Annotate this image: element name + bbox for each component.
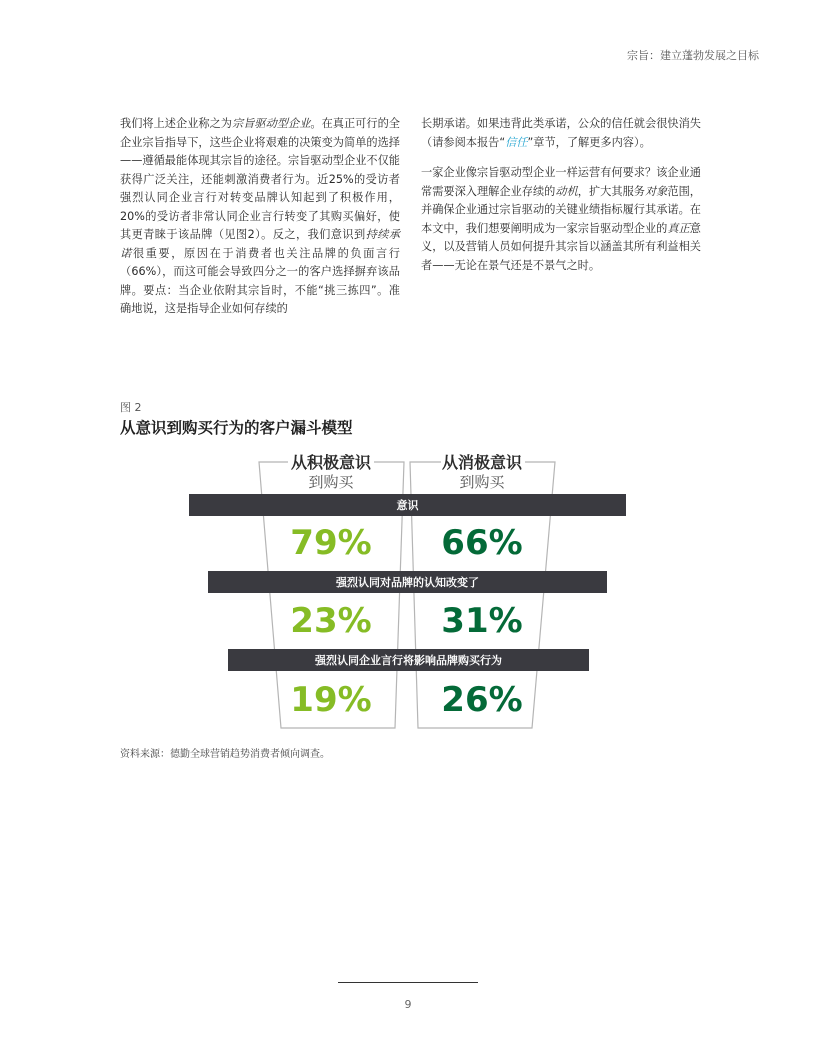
column-subheading: 到购买 bbox=[308, 473, 354, 491]
text-run: 范围，并确保企业通过宗旨驱动的关键业绩指标履行其承诺。在本文中，我们想要阐明成为一家宗旨驱动型企业的 bbox=[421, 184, 701, 235]
stage-label: 强烈认同企业言行将影响品牌购买行为 bbox=[315, 654, 502, 667]
percentage-value: 66% bbox=[441, 523, 523, 563]
page-number: 9 bbox=[404, 998, 412, 1011]
text-run: 一家企业像宗旨驱动型企业一样运营有何要求？该企业通常需要深入理解企业存续的 bbox=[421, 166, 701, 198]
text-run: ”章节，了解更多内容）。 bbox=[527, 135, 651, 149]
text-run: 意义，以及营销人员如何提升其宗旨以涵盖其所有利益相关者——无论在景气还是不景气之时。 bbox=[421, 221, 701, 272]
figure-title: 从意识到购买行为的客户漏斗模型 bbox=[120, 419, 353, 437]
running-header: 宗旨：建立蓬勃发展之目标 bbox=[627, 49, 759, 62]
text-run: 长期承诺。如果违背此类承诺，公众的信任就会很快消失（请参阅本报告“ bbox=[421, 117, 701, 149]
text-run: 我们将上述企业称之为 bbox=[120, 117, 232, 130]
emphasis-text: 真正 bbox=[667, 221, 690, 235]
inline-link[interactable]: 信任 bbox=[505, 135, 528, 149]
emphasis-text: 对象 bbox=[644, 184, 668, 198]
text-run: 很重要，原因在于消费者也关注品牌的负面言行（66%），而这可能会导致四分之一的客户选择摒弃该品牌。要点：当企业依附其宗旨时，不能“挑三拣四”。准确地说，这是指导企业如何存续的 bbox=[120, 246, 400, 315]
stage-label: 意识 bbox=[396, 499, 419, 512]
footer-divider bbox=[338, 982, 478, 983]
emphasis-text: 持续承诺 bbox=[120, 228, 400, 260]
column-subheading: 到购买 bbox=[459, 473, 505, 491]
column-heading: 从消极意识 bbox=[441, 453, 523, 472]
percentage-value: 26% bbox=[441, 680, 523, 720]
figure-label: 图 2 bbox=[120, 401, 142, 414]
percentage-value: 79% bbox=[290, 523, 372, 563]
emphasis-text: 宗旨驱动型企业 bbox=[232, 117, 311, 130]
percentage-value: 19% bbox=[290, 680, 372, 720]
text-run: 。在真正可行的全企业宗旨指导下，这些企业将艰难的决策变为简单的选择——遵循最能体现其宗旨的途径。宗旨驱动型企业不仅能获得广泛关注，还能刺激消费者行为。近25%的受访者强烈认同企业言行对转变品牌认知起到了积极作用，20%的受访者非常认同企业言行转变了其购买偏好，使其更青睐于该品牌（见图2）。反之，我们意识到 bbox=[120, 117, 400, 241]
text-run: ，扩大其服务 bbox=[577, 184, 645, 198]
emphasis-text: 动机 bbox=[555, 184, 578, 198]
percentage-value: 23% bbox=[290, 601, 372, 641]
percentage-value: 31% bbox=[441, 601, 523, 641]
column-heading: 从积极意识 bbox=[290, 453, 372, 472]
stage-label: 强烈认同对品牌的认知改变了 bbox=[336, 576, 479, 589]
figure-source: 资料来源：德勤全球营销趋势消费者倾向调查。 bbox=[120, 749, 330, 760]
